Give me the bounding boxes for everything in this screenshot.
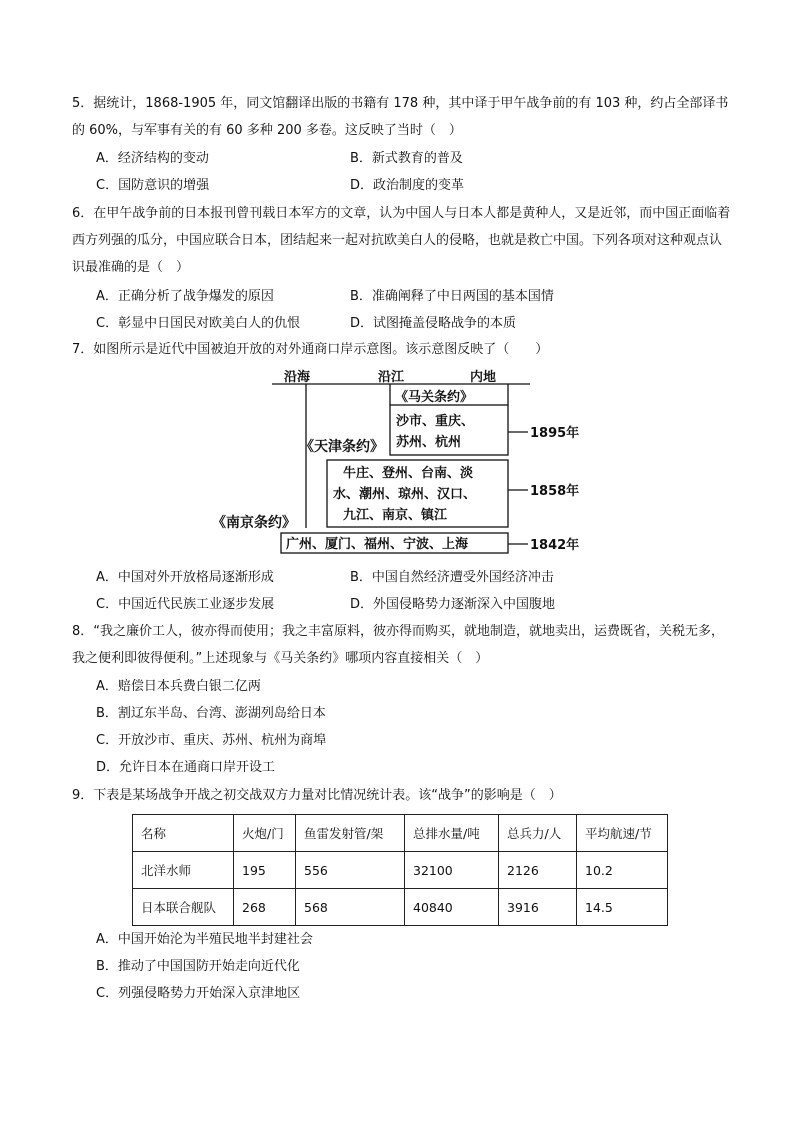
- question-5-stem: 5．据统计，1868-1905 年，同文馆翻译出版的书籍有 178 种，其中译于甲午战争前的有 103 种，约占全部译书的 60%，与军事有关的有 60 多种 200 多卷。这反映了当时（ ）: [72, 96, 729, 138]
- year-1842: 1842年: [530, 538, 580, 553]
- q8-option-c: C．开放沙市、重庆、苏州、杭州为商埠: [96, 733, 327, 748]
- year-1895: 1895年: [530, 426, 580, 441]
- region-river: 沿江: [378, 370, 405, 385]
- q9-option-b: B．推动了中国国防开始走向近代化: [96, 959, 300, 974]
- ports-1895-line1: 沙市、重庆、: [396, 414, 475, 429]
- forces-comparison-table: [132, 814, 668, 926]
- q5-option-b: B．新式教育的普及: [350, 151, 463, 166]
- table-row: [133, 852, 668, 889]
- table-header-row: [133, 815, 668, 852]
- q6-option-d: D．试图掩盖侵略战争的本质: [350, 316, 517, 331]
- ports-1858-line1: 牛庄、登州、台南、淡: [343, 466, 474, 481]
- table-cell: 568: [296, 889, 405, 926]
- year-1858: 1858年: [530, 484, 580, 499]
- q8-option-a: A．赔偿日本兵费白银二亿两: [96, 679, 261, 694]
- table-cell: 10.2: [577, 852, 668, 889]
- treaty-shimonoseki: 《马关条约》: [395, 390, 474, 405]
- table-cell: 3916: [499, 889, 577, 926]
- treaty-nanjing: 《南京条约》: [212, 515, 296, 531]
- table-cell: 32100: [405, 852, 499, 889]
- question-7-stem: 7．如图所示是近代中国被迫开放的对外通商口岸示意图。该示意图反映了（ ）: [72, 342, 549, 357]
- table-header-cell: 火炮/门: [234, 815, 296, 852]
- q8-option-d: D．允许日本在通商口岸开设工: [96, 760, 276, 775]
- table-cell: 2126: [499, 852, 577, 889]
- table-cell: 195: [234, 852, 296, 889]
- q8-option-b: B．割辽东半岛、台湾、澎湖列岛给日本: [96, 706, 326, 721]
- table-header-cell: 总兵力/人: [499, 815, 577, 852]
- ports-1858-line2: 水、潮州、琼州、汉口、: [333, 487, 477, 502]
- q5-option-c: C．国防意识的增强: [96, 178, 210, 193]
- table-cell: 556: [296, 852, 405, 889]
- treaty-tianjin: 《天津条约》: [300, 439, 384, 455]
- region-coastal: 沿海: [284, 370, 311, 385]
- q7-option-b: B．中国自然经济遭受外国经济冲击: [350, 570, 554, 585]
- table-header-cell: 总排水量/吨: [405, 815, 499, 852]
- table-cell: 268: [234, 889, 296, 926]
- q5-option-a: A．经济结构的变动: [96, 151, 209, 166]
- table-cell: 日本联合舰队: [133, 889, 234, 926]
- question-6-stem: 6．在甲午战争前的日本报刊曾刊载日本军方的文章，认为中国人与日本人都是黄种人，又是近邻，而中国正面临着西方列强的瓜分，中国应联合日本，团结起来一起对抗欧美白人的侵略，也就是救亡中国。下列各项对这种观点认识最准确的是（ ）: [72, 206, 731, 275]
- q9-option-c: C．列强侵略势力开始深入京津地区: [96, 986, 301, 1001]
- q6-option-b: B．准确阐释了中日两国的基本国情: [350, 289, 554, 304]
- q6-option-a: A．正确分析了战争爆发的原因: [96, 289, 274, 304]
- q7-option-a: A．中国对外开放格局逐渐形成: [96, 570, 274, 585]
- q7-option-c: C．中国近代民族工业逐步发展: [96, 597, 275, 612]
- question-9-stem: 9．下表是某场战争开战之初交战双方力量对比情况统计表。该“战争”的影响是（ ）: [72, 788, 562, 803]
- table-cell: 14.5: [577, 889, 668, 926]
- q6-option-c: C．彰显中日国民对欧美白人的仇恨: [96, 316, 301, 331]
- question-8-stem: 8．“我之廉价工人，彼亦得而使用；我之丰富原料，彼亦得而购买，就地制造，就地卖出，运费既省，关税无多，我之便利即彼得便利。”上述现象与《马关条约》哪项内容直接相关（ ）: [72, 624, 725, 666]
- table-header-cell: 名称: [133, 815, 234, 852]
- table-header-cell: 平均航速/节: [577, 815, 668, 852]
- table-cell: 40840: [405, 889, 499, 926]
- ports-1842: 广州、厦门、福州、宁波、上海: [286, 537, 469, 552]
- q7-option-d: D．外国侵略势力逐渐深入中国腹地: [350, 597, 556, 612]
- q9-option-a: A．中国开始沦为半殖民地半封建社会: [96, 932, 313, 947]
- table-cell: 北洋水师: [133, 852, 234, 889]
- ports-1858-line3: 九江、南京、镇江: [343, 508, 448, 523]
- q5-option-d: D．政治制度的变革: [350, 178, 465, 193]
- table-row: [133, 889, 668, 926]
- region-inland: 内地: [470, 370, 497, 385]
- table-header-cell: 鱼雷发射管/架: [296, 815, 405, 852]
- ports-1895-line2: 苏州、杭州: [396, 435, 462, 450]
